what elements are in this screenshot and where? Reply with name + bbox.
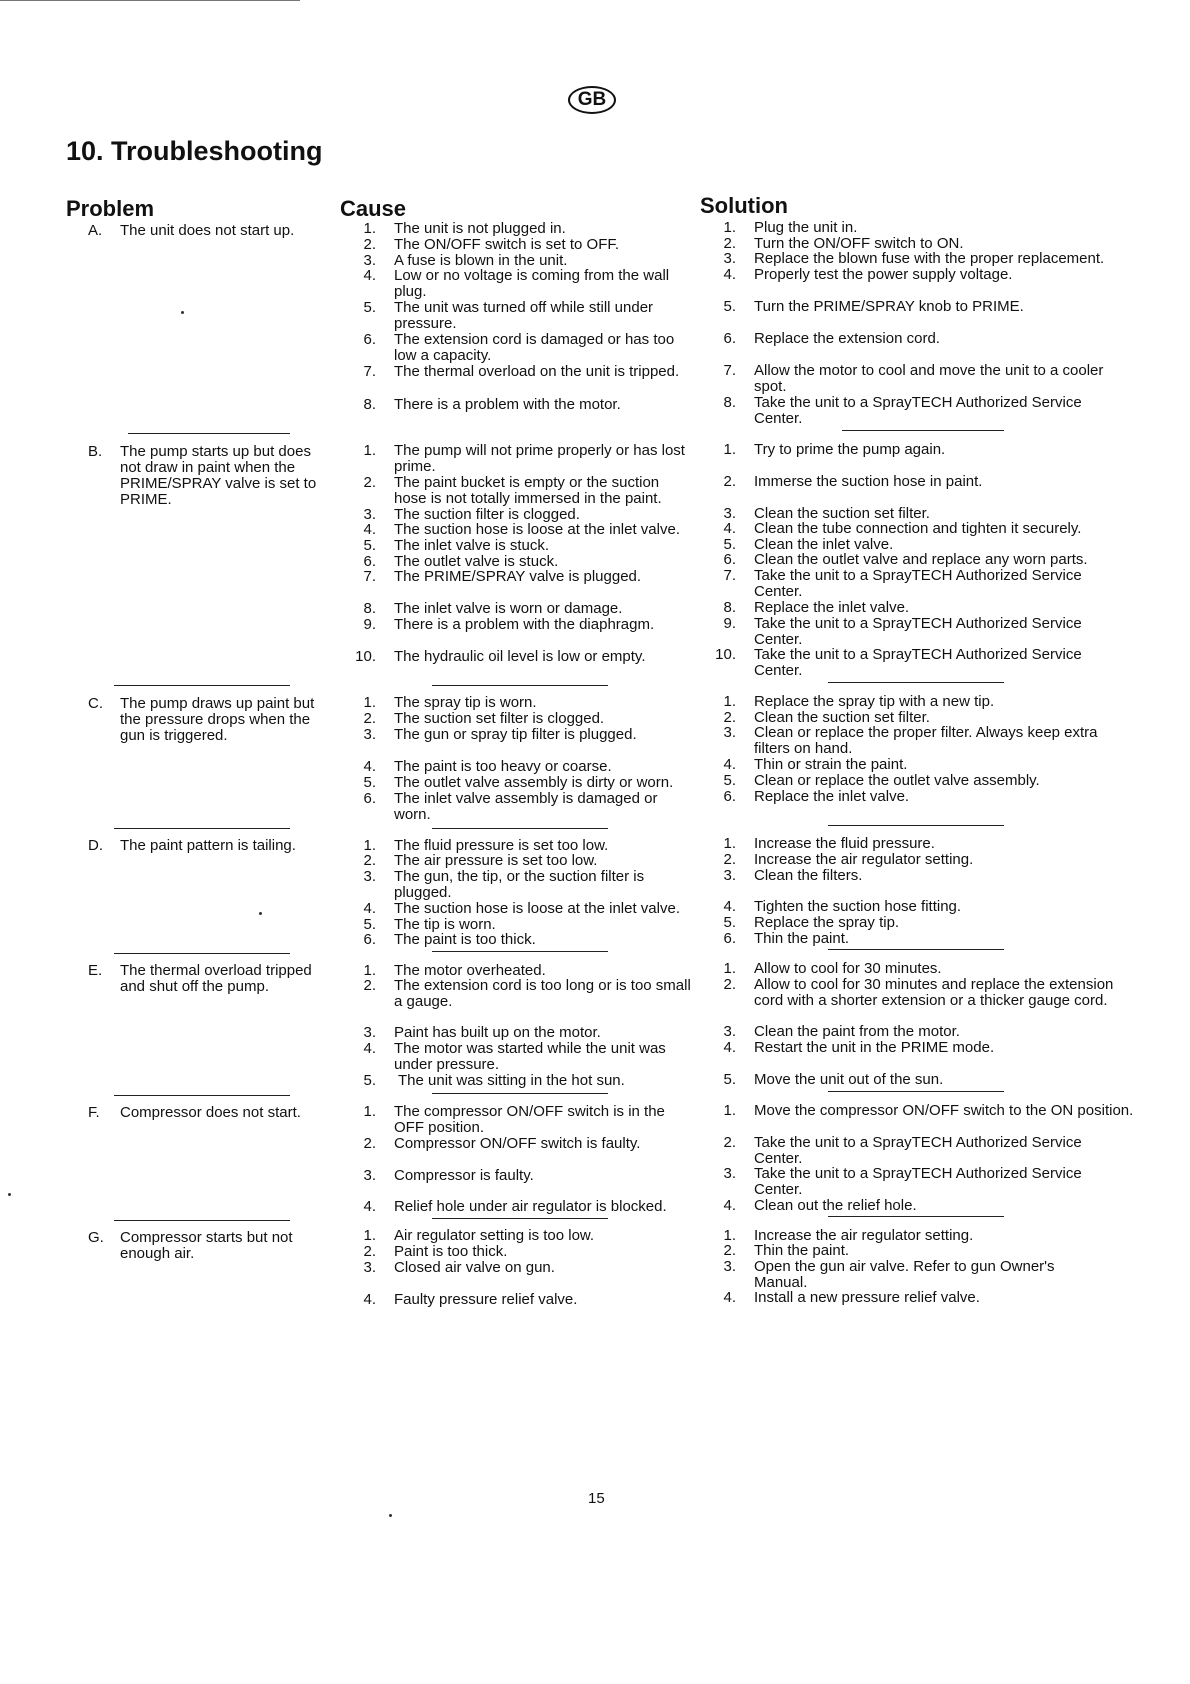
cause-number: 1. [363,837,376,854]
cause-number: 4. [363,758,376,775]
solution-text: Increase the fluid pressure. [754,835,935,852]
divider-line [432,828,608,829]
scan-speck [259,912,262,915]
solution-text: Replace the spray tip. [754,914,900,931]
solution-text: Restart the unit in the PRIME mode. [754,1039,995,1056]
cause-text: The inlet valve is worn or damage. [394,600,623,617]
cause-number: 1. [363,694,376,711]
group-letter: A. [88,222,103,239]
solution-number: 2. [723,976,736,993]
solution-number: 5. [723,536,736,553]
solution-text: Replace the inlet valve. [754,599,910,616]
cause-number: 5. [363,1072,376,1089]
solution-text: Move the compressor ON/OFF switch to the ON position. [754,1102,1134,1119]
cause-number: 3. [363,726,376,743]
solution-text: Allow to cool for 30 minutes and replace the extension cord with a shorter extension or a thicker gauge cord. [754,976,1114,1009]
solution-number: 3. [723,1258,736,1275]
page-title: 10. Troubleshooting [66,136,323,166]
solution-number: 2. [723,709,736,726]
problem-text: The pump draws up paint but the pressure drops when the gun is triggered. [120,695,315,744]
problem-text: The unit does not start up. [120,222,295,239]
problem-text: The thermal overload tripped and shut off the pump. [120,962,312,995]
solution-text: Turn the ON/OFF switch to ON. [754,235,964,252]
group-letter: F. [88,1104,100,1121]
solution-number: 1. [723,960,736,977]
solution-number: 5. [723,772,736,789]
divider-line [114,685,290,686]
cause-text: The fluid pressure is set too low. [394,837,609,854]
solution-number: 4. [723,1039,736,1056]
solution-text: Clean the suction set filter. [754,709,930,726]
cause-text: Paint is too thick. [394,1243,508,1260]
cause-text: Air regulator setting is too low. [394,1227,595,1244]
cause-number: 4. [363,900,376,917]
solution-number: 2. [723,851,736,868]
cause-number: 10. [355,648,376,665]
cause-number: 3. [363,1024,376,1041]
solution-text: Clean the filters. [754,867,863,884]
cause-text: The thermal overload on the unit is tripped. [394,363,680,380]
solution-number: 2. [723,1242,736,1259]
solution-number: 8. [723,599,736,616]
solution-number: 4. [723,756,736,773]
cause-number: 3. [363,1259,376,1276]
solution-number: 3. [723,724,736,741]
solution-number: 1. [723,835,736,852]
cause-text: Low or no voltage is coming from the wall plug. [394,267,670,300]
cause-number: 7. [363,363,376,380]
cause-text: The unit was turned off while still under pressure. [394,299,654,332]
cause-text: The paint bucket is empty or the suction hose is not totally immersed in the paint. [394,474,662,507]
solution-text: Move the unit out of the sun. [754,1071,944,1088]
cause-text: The motor overheated. [394,962,546,979]
cause-number: 2. [363,1243,376,1260]
solution-text: Thin or strain the paint. [754,756,908,773]
cause-text: The inlet valve is stuck. [394,537,550,554]
cause-text: The suction hose is loose at the inlet valve. [394,521,680,538]
solution-text: Tighten the suction hose fitting. [754,898,962,915]
cause-number: 2. [363,474,376,491]
cause-number: 4. [363,521,376,538]
solution-number: 3. [723,1023,736,1040]
divider-line [828,682,1004,683]
solution-text: Install a new pressure relief valve. [754,1289,980,1306]
cause-text: The paint is too heavy or coarse. [394,758,612,775]
solution-text: Clean the paint from the motor. [754,1023,960,1040]
solution-number: 3. [723,505,736,522]
solution-text: Clean the inlet valve. [754,536,894,553]
cause-text: A fuse is blown in the unit. [394,252,568,269]
group-letter: E. [88,962,103,979]
cause-text: The unit was sitting in the hot sun. [398,1072,625,1089]
group-letter: D. [88,837,103,854]
cause-number: 3. [363,868,376,885]
cause-number: 3. [363,506,376,523]
cause-text: Compressor ON/OFF switch is faulty. [394,1135,641,1152]
problem-text: Compressor does not start. [120,1104,301,1121]
cause-number: 5. [363,774,376,791]
divider-line [828,1091,1004,1092]
solution-number: 1. [723,219,736,236]
cause-number: 2. [363,1135,376,1152]
scan-edge-line [0,0,300,1]
group-letter: B. [88,443,103,460]
solution-text: Take the unit to a SprayTECH Authorized Service Center. [754,394,1082,427]
solution-text: Allow to cool for 30 minutes. [754,960,942,977]
solution-number: 7. [723,362,736,379]
column-header-problem: Problem [66,196,155,221]
cause-text: The hydraulic oil level is low or empty. [394,648,646,665]
cause-number: 7. [363,568,376,585]
solution-number: 1. [723,1227,736,1244]
cause-number: 6. [363,790,376,807]
solution-text: Open the gun air valve. Refer to gun Owner's Manual. [754,1258,1055,1291]
cause-number: 4. [363,1198,376,1215]
divider-line [128,433,290,434]
cause-text: Closed air valve on gun. [394,1259,555,1276]
solution-text: Clean or replace the proper filter. Always keep extra filters on hand. [754,724,1098,757]
cause-text: The gun, the tip, or the suction filter is plugged. [394,868,645,901]
cause-text: The suction filter is clogged. [394,506,580,523]
cause-number: 8. [363,600,376,617]
cause-text: The paint is too thick. [394,931,536,948]
cause-text: Compressor is faulty. [394,1167,534,1184]
cause-text: The unit is not plugged in. [394,220,566,237]
solution-number: 2. [723,1134,736,1151]
page-number: 15 [588,1490,605,1507]
cause-number: 1. [363,1227,376,1244]
cause-text: The gun or spray tip filter is plugged. [394,726,637,743]
solution-text: Clean out the relief hole. [754,1197,917,1214]
solution-text: Clean the tube connection and tighten it securely. [754,520,1082,537]
divider-line [828,949,1004,950]
solution-number: 4. [723,898,736,915]
solution-number: 6. [723,788,736,805]
solution-text: Take the unit to a SprayTECH Authorized Service Center. [754,567,1082,600]
scan-speck [389,1514,392,1517]
cause-text: The compressor ON/OFF switch is in the OFF position. [394,1103,665,1136]
cause-number: 5. [363,299,376,316]
cause-number: 1. [363,442,376,459]
divider-line [842,430,1004,431]
cause-text: The pump will not prime properly or has lost prime. [394,442,685,475]
solution-text: Clean the suction set filter. [754,505,930,522]
solution-text: Replace the spray tip with a new tip. [754,693,995,710]
divider-line [828,1216,1004,1217]
solution-number: 6. [723,930,736,947]
column-header-cause: Cause [340,196,407,221]
cause-text: The PRIME/SPRAY valve is plugged. [394,568,642,585]
solution-number: 2. [723,235,736,252]
cause-number: 4. [363,267,376,284]
cause-text: The outlet valve assembly is dirty or worn. [394,774,674,791]
solution-number: 4. [723,520,736,537]
solution-text: Take the unit to a SprayTECH Authorized Service Center. [754,1134,1082,1167]
solution-number: 4. [723,1289,736,1306]
cause-text: Faulty pressure relief valve. [394,1291,578,1308]
divider-line [432,1093,608,1094]
cause-text: Relief hole under air regulator is blocked. [394,1198,667,1215]
solution-text: Replace the extension cord. [754,330,940,347]
solution-number: 6. [723,330,736,347]
divider-line [114,828,290,829]
cause-number: 3. [363,1167,376,1184]
cause-text: The suction set filter is clogged. [394,710,605,727]
solution-number: 3. [723,250,736,267]
divider-line [114,953,290,954]
cause-number: 5. [363,916,376,933]
solution-text: Take the unit to a SprayTECH Authorized Service Center. [754,615,1082,648]
scan-speck [8,1193,11,1196]
language-badge: GB [568,86,616,114]
group-letter: G. [88,1229,104,1246]
cause-text: The spray tip is worn. [394,694,537,711]
cause-number: 1. [363,1103,376,1120]
solution-text: Increase the air regulator setting. [754,851,974,868]
solution-text: Clean or replace the outlet valve assembly. [754,772,1040,789]
cause-number: 2. [363,977,376,994]
solution-number: 4. [723,1197,736,1214]
cause-number: 6. [363,931,376,948]
solution-number: 3. [723,1165,736,1182]
solution-text: Immerse the suction hose in paint. [754,473,983,490]
group-letter: C. [88,695,103,712]
cause-number: 3. [363,252,376,269]
cause-text: The tip is worn. [394,916,496,933]
cause-number: 6. [363,331,376,348]
solution-text: Plug the unit in. [754,219,858,236]
cause-text: There is a problem with the motor. [394,396,621,413]
solution-number: 1. [723,1102,736,1119]
cause-text: The extension cord is damaged or has too low a capacity. [394,331,675,364]
cause-text: The motor was started while the unit was under pressure. [394,1040,666,1073]
solution-number: 5. [723,298,736,315]
solution-number: 5. [723,914,736,931]
cause-text: The inlet valve assembly is damaged or worn. [394,790,658,823]
solution-number: 10. [715,646,736,663]
cause-number: 5. [363,537,376,554]
cause-text: There is a problem with the diaphragm. [394,616,655,633]
problem-text: Compressor starts but not enough air. [120,1229,293,1262]
solution-text: Increase the air regulator setting. [754,1227,974,1244]
solution-text: Clean the outlet valve and replace any worn parts. [754,551,1088,568]
solution-text: Turn the PRIME/SPRAY knob to PRIME. [754,298,1024,315]
cause-number: 9. [363,616,376,633]
problem-text: The paint pattern is tailing. [120,837,296,854]
cause-number: 4. [363,1291,376,1308]
cause-text: The air pressure is set too low. [394,852,598,869]
cause-number: 2. [363,710,376,727]
solution-text: Replace the inlet valve. [754,788,910,805]
scan-speck [181,311,184,314]
cause-number: 4. [363,1040,376,1057]
divider-line [114,1220,290,1221]
cause-number: 6. [363,553,376,570]
solution-number: 9. [723,615,736,632]
divider-line [432,1218,608,1219]
solution-text: Take the unit to a SprayTECH Authorized Service Center. [754,1165,1082,1198]
solution-text: Thin the paint. [754,930,850,947]
cause-number: 2. [363,852,376,869]
solution-text: Take the unit to a SprayTECH Authorized Service Center. [754,646,1082,679]
cause-number: 1. [363,962,376,979]
solution-text: Allow the motor to cool and move the unit to a cooler spot. [754,362,1104,395]
problem-text: The pump starts up but does not draw in paint when the PRIME/SPRAY valve is set to PRIME. [120,443,317,508]
cause-text: The suction hose is loose at the inlet valve. [394,900,680,917]
divider-line [828,825,1004,826]
solution-number: 7. [723,567,736,584]
solution-text: Properly test the power supply voltage. [754,266,1013,283]
solution-number: 4. [723,266,736,283]
cause-text: The outlet valve is stuck. [394,553,559,570]
solution-number: 8. [723,394,736,411]
cause-text: The ON/OFF switch is set to OFF. [394,236,620,253]
cause-number: 2. [363,236,376,253]
cause-text: The extension cord is too long or is too small a gauge. [394,977,691,1010]
column-header-solution: Solution [700,193,788,218]
divider-line [432,951,608,952]
cause-number: 1. [363,220,376,237]
solution-number: 2. [723,473,736,490]
divider-line [114,1095,290,1096]
cause-number: 8. [363,396,376,413]
solution-text: Try to prime the pump again. [754,441,946,458]
cause-text: Paint has built up on the motor. [394,1024,601,1041]
solution-number: 1. [723,693,736,710]
solution-text: Replace the blown fuse with the proper replacement. [754,250,1105,267]
solution-number: 3. [723,867,736,884]
solution-text: Thin the paint. [754,1242,850,1259]
solution-number: 1. [723,441,736,458]
solution-number: 5. [723,1071,736,1088]
divider-line [432,685,608,686]
solution-number: 6. [723,551,736,568]
